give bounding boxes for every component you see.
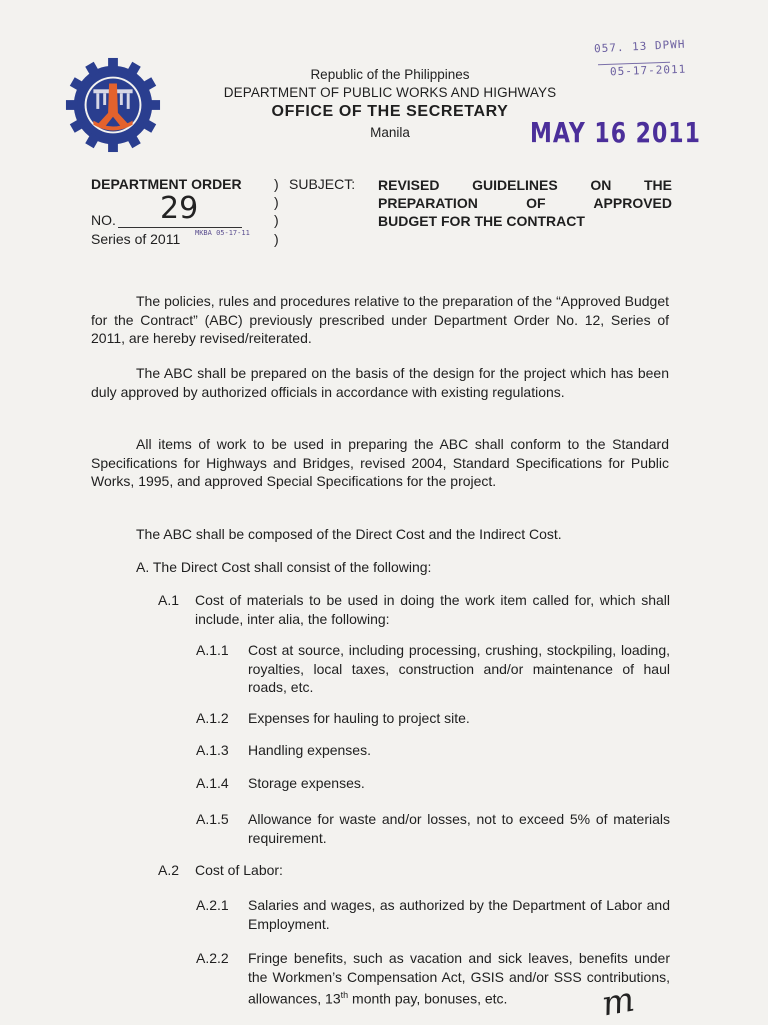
item-a1-4 — [196, 774, 670, 794]
item-a1-5 — [196, 810, 670, 850]
department-order-label: DEPARTMENT ORDER — [91, 176, 242, 192]
subject-line: BUDGET FOR THE CONTRACT — [378, 213, 585, 229]
paragraph-3: All items of work to be used in preparing the ABC shall conform to the Standard Specifications for Highways and Bridges, revised 2004, Standard Specifications for Public Works, 1995, and approved Special Specifications for the project. — [91, 436, 669, 489]
handwritten-initial: m — [598, 979, 638, 1025]
series-handwritten-note: MKBA 05-17-11 — [195, 229, 250, 237]
item-a2-2 — [196, 949, 670, 1007]
order-number-label: NO. — [91, 212, 116, 228]
item-text: Storage expenses. — [248, 775, 365, 791]
item-number: A.1.3 — [196, 742, 229, 758]
item-a1 — [158, 591, 670, 631]
item-a1-2 — [196, 709, 670, 729]
series-label: Series of 2011 — [91, 231, 181, 247]
item-number: A.2.1 — [196, 897, 229, 913]
date-stamp: MAY 16 2011 — [530, 118, 701, 150]
handwritten-reference: 057. 13 DPWH — [593, 37, 686, 56]
item-text: Expenses for hauling to project site. — [248, 710, 470, 726]
item-a2 — [158, 861, 670, 881]
bracket: ) — [274, 231, 279, 247]
order-number-underline — [118, 227, 242, 228]
item-text: Handling expenses. — [248, 742, 371, 758]
paragraph-4: The ABC shall be composed of the Direct Cost and the Indirect Cost. — [136, 526, 562, 542]
item-text: Cost of Labor: — [195, 862, 283, 878]
item-a1-1 — [196, 641, 670, 697]
item-text: Cost at source, including processing, crushing, stockpiling, loading, royalties, local taxes, construction and/or maintenance of haul roads, etc. — [248, 642, 670, 695]
header-department: DEPARTMENT OF PUBLIC WORKS AND HIGHWAYS — [223, 85, 557, 100]
item-text: Allowance for waste and/or losses, not to exceed 5% of materials requirement. — [248, 811, 670, 846]
item-a1-3 — [196, 741, 670, 761]
dpwh-seal-logo — [64, 56, 162, 154]
bracket: ) — [274, 194, 279, 210]
superscript: th — [340, 990, 349, 1000]
paragraph-1: The policies, rules and procedures relative to the preparation of the “Approved Budget for the Contract” (ABC) previously prescribed under Department Order No. 12, Series of 2011, are hereby revised/reiterated. — [91, 293, 669, 346]
handwritten-date: 05-17-2011 — [609, 62, 687, 79]
item-number: A.1.1 — [196, 642, 229, 658]
subject-label: SUBJECT: — [289, 176, 356, 192]
paragraph-2: The ABC shall be prepared on the basis of the design for the project which has been duly approved by authorized officials in accordance with existing regulations. — [91, 365, 669, 400]
item-a2-1 — [196, 896, 670, 936]
header-office: OFFICE OF THE SECRETARY — [271, 103, 509, 120]
item-text: Salaries and wages, as authorized by the Department of Labor and Employment. — [248, 897, 670, 932]
item-number: A.2.2 — [196, 950, 229, 966]
item-number: A.2 — [158, 862, 180, 878]
item-text-part: month pay, bonuses, etc. — [348, 990, 508, 1007]
subject-text — [378, 176, 672, 230]
item-number: A.1.5 — [196, 811, 229, 827]
item-text-part: Fringe benefits, such as vacation and sick leaves, benefits under the Workmen’s Compensation Act, GSIS and/or SSS contributions, allowances, 13 — [248, 950, 670, 1007]
item-text: Cost of materials to be used in doing the work item called for, which shall include, inter alia, the following: — [195, 592, 670, 627]
order-number: 29 — [160, 191, 199, 226]
item-number: A.1.2 — [196, 710, 229, 726]
section-a-heading: A. The Direct Cost shall consist of the following: — [136, 559, 432, 575]
item-number: A.1.4 — [196, 775, 229, 791]
bracket: ) — [274, 212, 279, 228]
item-number: A.1 — [158, 592, 180, 608]
bracket: ) — [274, 176, 279, 192]
header-republic: Republic of the Philippines — [310, 67, 470, 82]
header-city: Manila — [370, 125, 410, 140]
subject-line: PREPARATION OF APPROVED — [378, 195, 672, 211]
subject-line: REVISED GUIDELINES ON THE — [378, 177, 672, 193]
